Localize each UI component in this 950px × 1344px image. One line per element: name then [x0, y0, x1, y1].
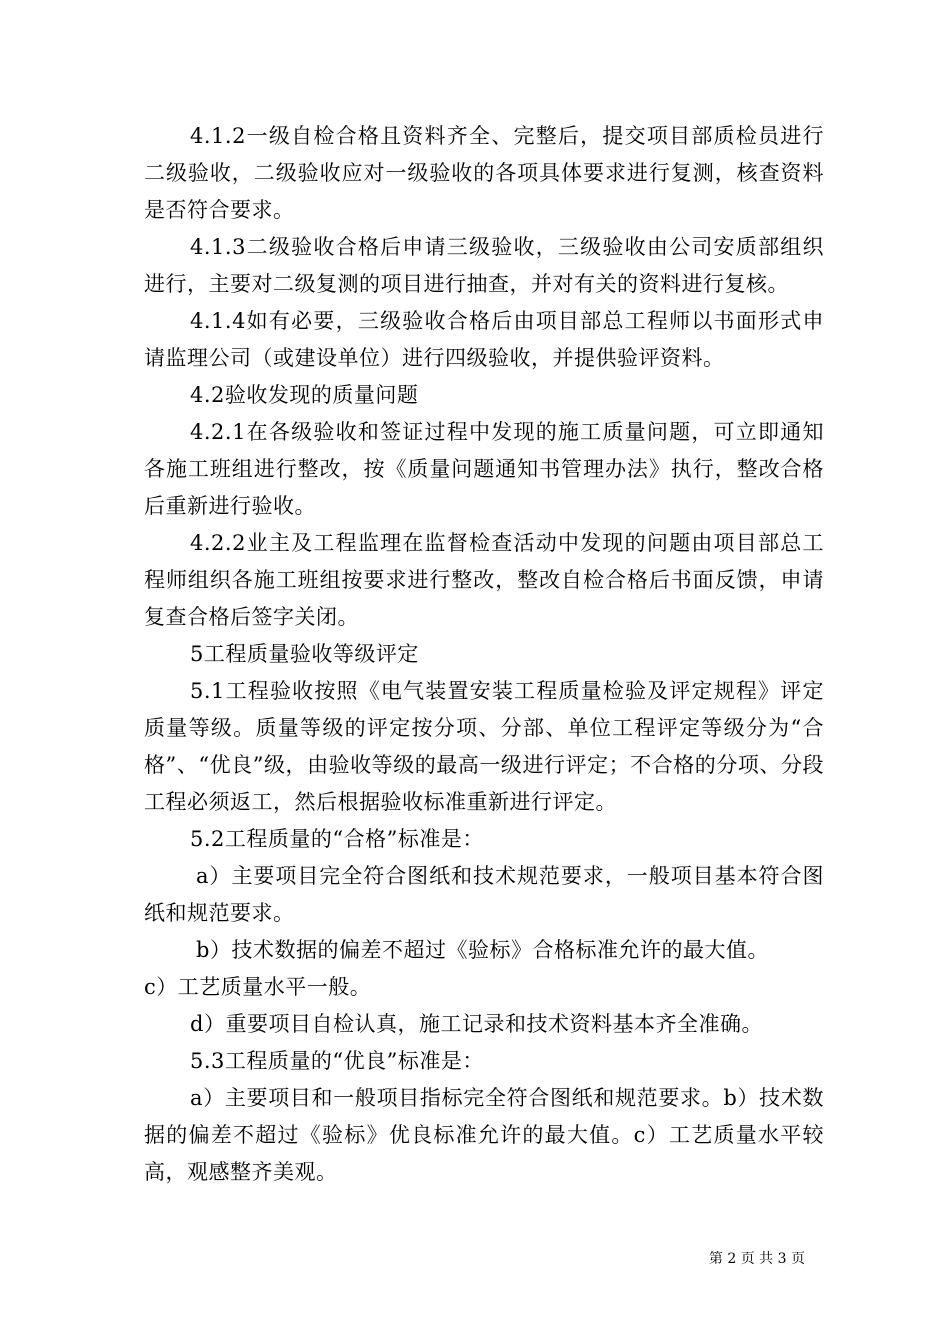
- paragraph-4-2-1: 4.2.1在各级验收和签证过程中发现的施工质量问题，可立即通知各施工班组进行整改，按《质量问题通知书管理办法》执行，整改合格后重新进行验收。: [144, 420, 824, 518]
- page-number: 第 2 页 共 3 页: [708, 1251, 805, 1267]
- document-body: [144, 118, 824, 1191]
- list-item-5-2-d: d）重要项目自检认真，施工记录和技术资料基本齐全准确。: [190, 1012, 763, 1036]
- paragraph-4-1-4: 4.1.4如有必要，三级验收合格后由项目部总工程师以书面形式申请监理公司（或建设单位）进行四级验收，并提供验评资料。: [144, 309, 824, 370]
- list-item-5-3: a）主要项目和一般项目指标完全符合图纸和规范要求。b）技术数据的偏差不超过《验标》优良标准允许的最大值。c）工艺质量水平较高，观感整齐美观。: [144, 1086, 824, 1184]
- heading-5: 5工程质量验收等级评定: [190, 642, 419, 666]
- paragraph-4-1-2: 4.1.2一级自检合格且资料齐全、完整后，提交项目部质检员进行二级验收，二级验收应对一级验收的各项具体要求进行复测，核查资料是否符合要求。: [144, 124, 824, 222]
- heading-5-3: 5.3工程质量的“优良”标准是：: [190, 1049, 484, 1073]
- list-item-5-2-b: b）技术数据的偏差不超过《验标》合格标准允许的最大值。: [196, 938, 769, 962]
- paragraph-5-1: 5.1工程验收按照《电气装置安装工程质量检验及评定规程》评定质量等级。质量等级的评定按分项、分部、单位工程评定等级分为“合格”、“优良”级，由验收等级的最高一级进行评定；不合格的分项、分段工程必须返工，然后根据验收标准重新进行评定。: [144, 679, 824, 814]
- paragraph-4-1-3: 4.1.3二级验收合格后申请三级验收，三级验收由公司安质部组织进行，主要对二级复测的项目进行抽查，并对有关的资料进行复核。: [144, 235, 824, 296]
- list-item-5-2-c: c）工艺质量水平一般。: [144, 975, 372, 999]
- paragraph-4-2-2: 4.2.2业主及工程监理在监督检查活动中发现的问题由项目部总工程师组织各施工班组按要求进行整改，整改自检合格后书面反馈，申请复查合格后签字关闭。: [144, 531, 824, 629]
- heading-5-2: 5.2工程质量的“合格”标准是：: [190, 827, 484, 851]
- list-item-5-2-a: a）主要项目完全符合图纸和技术规范要求，一般项目基本符合图纸和规范要求。: [144, 864, 824, 925]
- heading-4-2: 4.2验收发现的质量问题: [190, 383, 419, 407]
